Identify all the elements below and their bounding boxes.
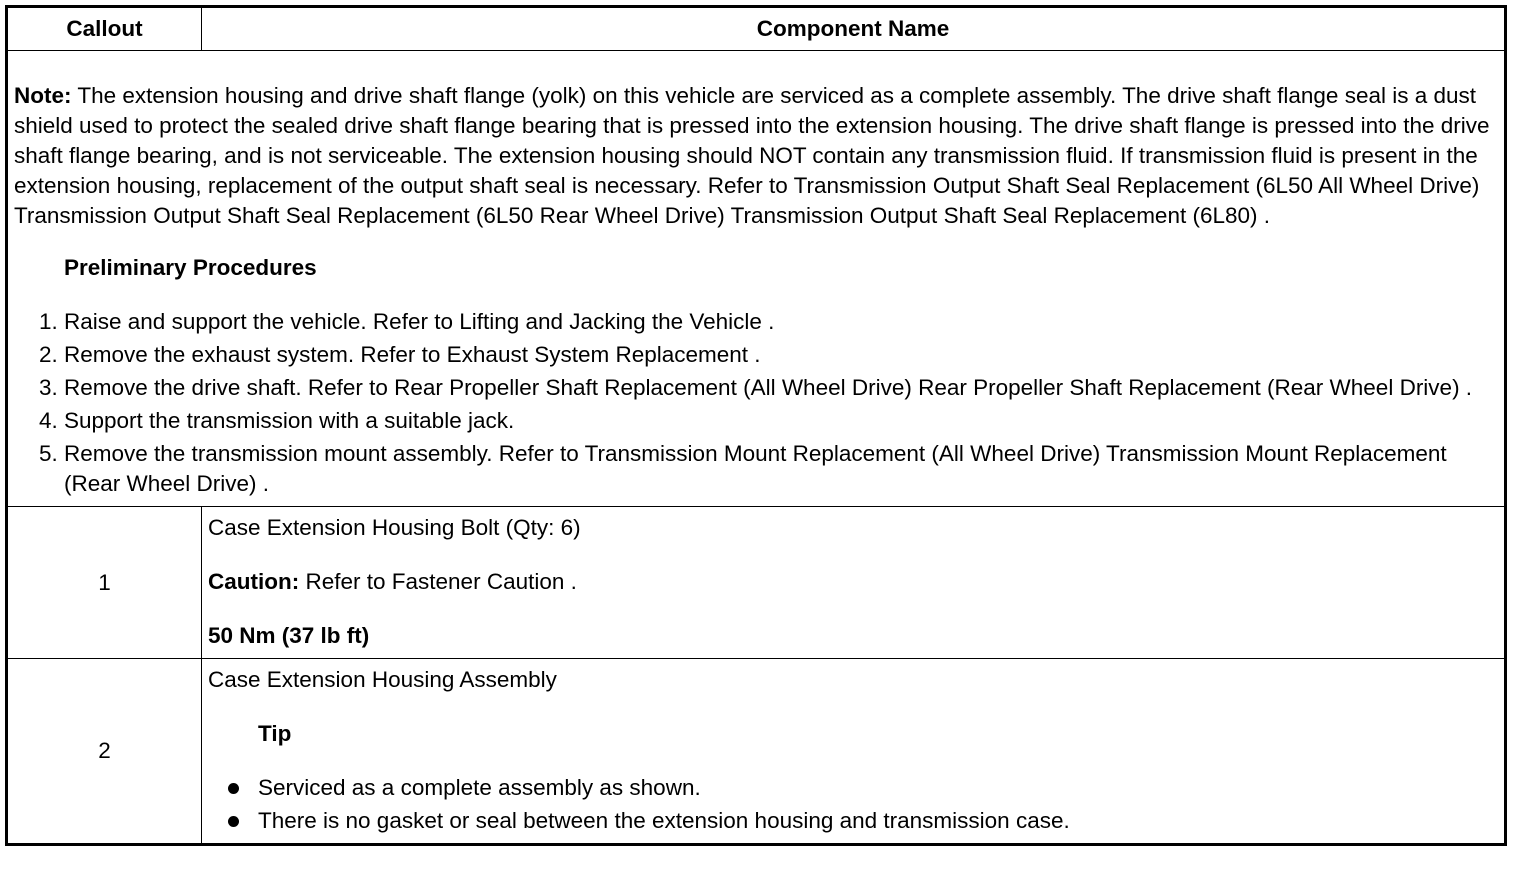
tip-title: Tip xyxy=(258,721,292,746)
torque-spec: 50 Nm (37 lb ft) xyxy=(208,623,370,648)
tip-text: Serviced as a complete assembly as shown. xyxy=(258,775,701,800)
tips-list xyxy=(208,773,1498,836)
note-cell xyxy=(7,51,1506,507)
list-item: 1. Raise and support the vehicle. Refer to Lifting and Jacking the Vehicle . xyxy=(64,307,1498,337)
bullet-icon xyxy=(228,783,239,794)
callout-number: 1 xyxy=(7,507,202,659)
list-item: 5. Remove the transmission mount assembly. Refer to Transmission Mount Replacement (All Wheel Drive) Transmission Mount Replacement (Rear Wheel Drive) . xyxy=(64,439,1498,499)
caution-line xyxy=(208,567,1498,597)
note-row xyxy=(7,51,1506,507)
list-item xyxy=(258,773,1498,803)
note-paragraph xyxy=(14,81,1498,231)
caution-text: Refer to Fastener Caution . xyxy=(299,569,577,594)
procedure-table xyxy=(5,5,1507,846)
list-item xyxy=(258,806,1498,836)
tip-text: There is no gasket or seal between the extension housing and transmission case. xyxy=(258,808,1070,833)
callout-column-header: Callout xyxy=(7,7,202,51)
component-cell xyxy=(202,507,1506,659)
table-row xyxy=(7,507,1506,659)
component-cell xyxy=(202,659,1506,845)
component-name: Case Extension Housing Assembly xyxy=(208,667,557,692)
callout-number: 2 xyxy=(7,659,202,845)
list-item: 3. Remove the drive shaft. Refer to Rear Propeller Shaft Replacement (All Wheel Drive) Rear Propeller Shaft Replacement (Rear Wheel Drive) . xyxy=(64,373,1498,403)
note-label: Note: xyxy=(14,82,72,108)
caution-label: Caution: xyxy=(208,569,300,594)
table-header-row xyxy=(7,7,1506,51)
preliminary-procedures-title: Preliminary Procedures xyxy=(64,255,317,280)
component-name: Case Extension Housing Bolt (Qty: 6) xyxy=(208,515,581,540)
preliminary-steps-list xyxy=(14,307,1498,499)
note-text: The extension housing and drive shaft flange (yolk) on this vehicle are serviced as a complete assembly. The drive shaft flange seal is a dust shield used to protect the sealed drive shaft flange bearing that is pressed into the extension housing. The drive shaft flange is pressed into the drive shaft flange bearing, and is not serviceable. The extension housing should NOT contain any transmission fluid. If transmission fluid is present in the extension housing, replacement of the output shaft seal is necessary. Refer to Transmission Output Shaft Seal Replacement (6L50 All Wheel Drive) Transmission Output Shaft Seal Replacement (6L50 Rear Wheel Drive) Transmission Output Shaft Seal Replacement (6L80) . xyxy=(14,82,1490,228)
list-item: 2. Remove the exhaust system. Refer to Exhaust System Replacement . xyxy=(64,340,1498,370)
bullet-icon xyxy=(228,816,239,827)
list-item: 4. Support the transmission with a suitable jack. xyxy=(64,406,1498,436)
component-name-column-header: Component Name xyxy=(202,7,1506,51)
table-row xyxy=(7,659,1506,845)
